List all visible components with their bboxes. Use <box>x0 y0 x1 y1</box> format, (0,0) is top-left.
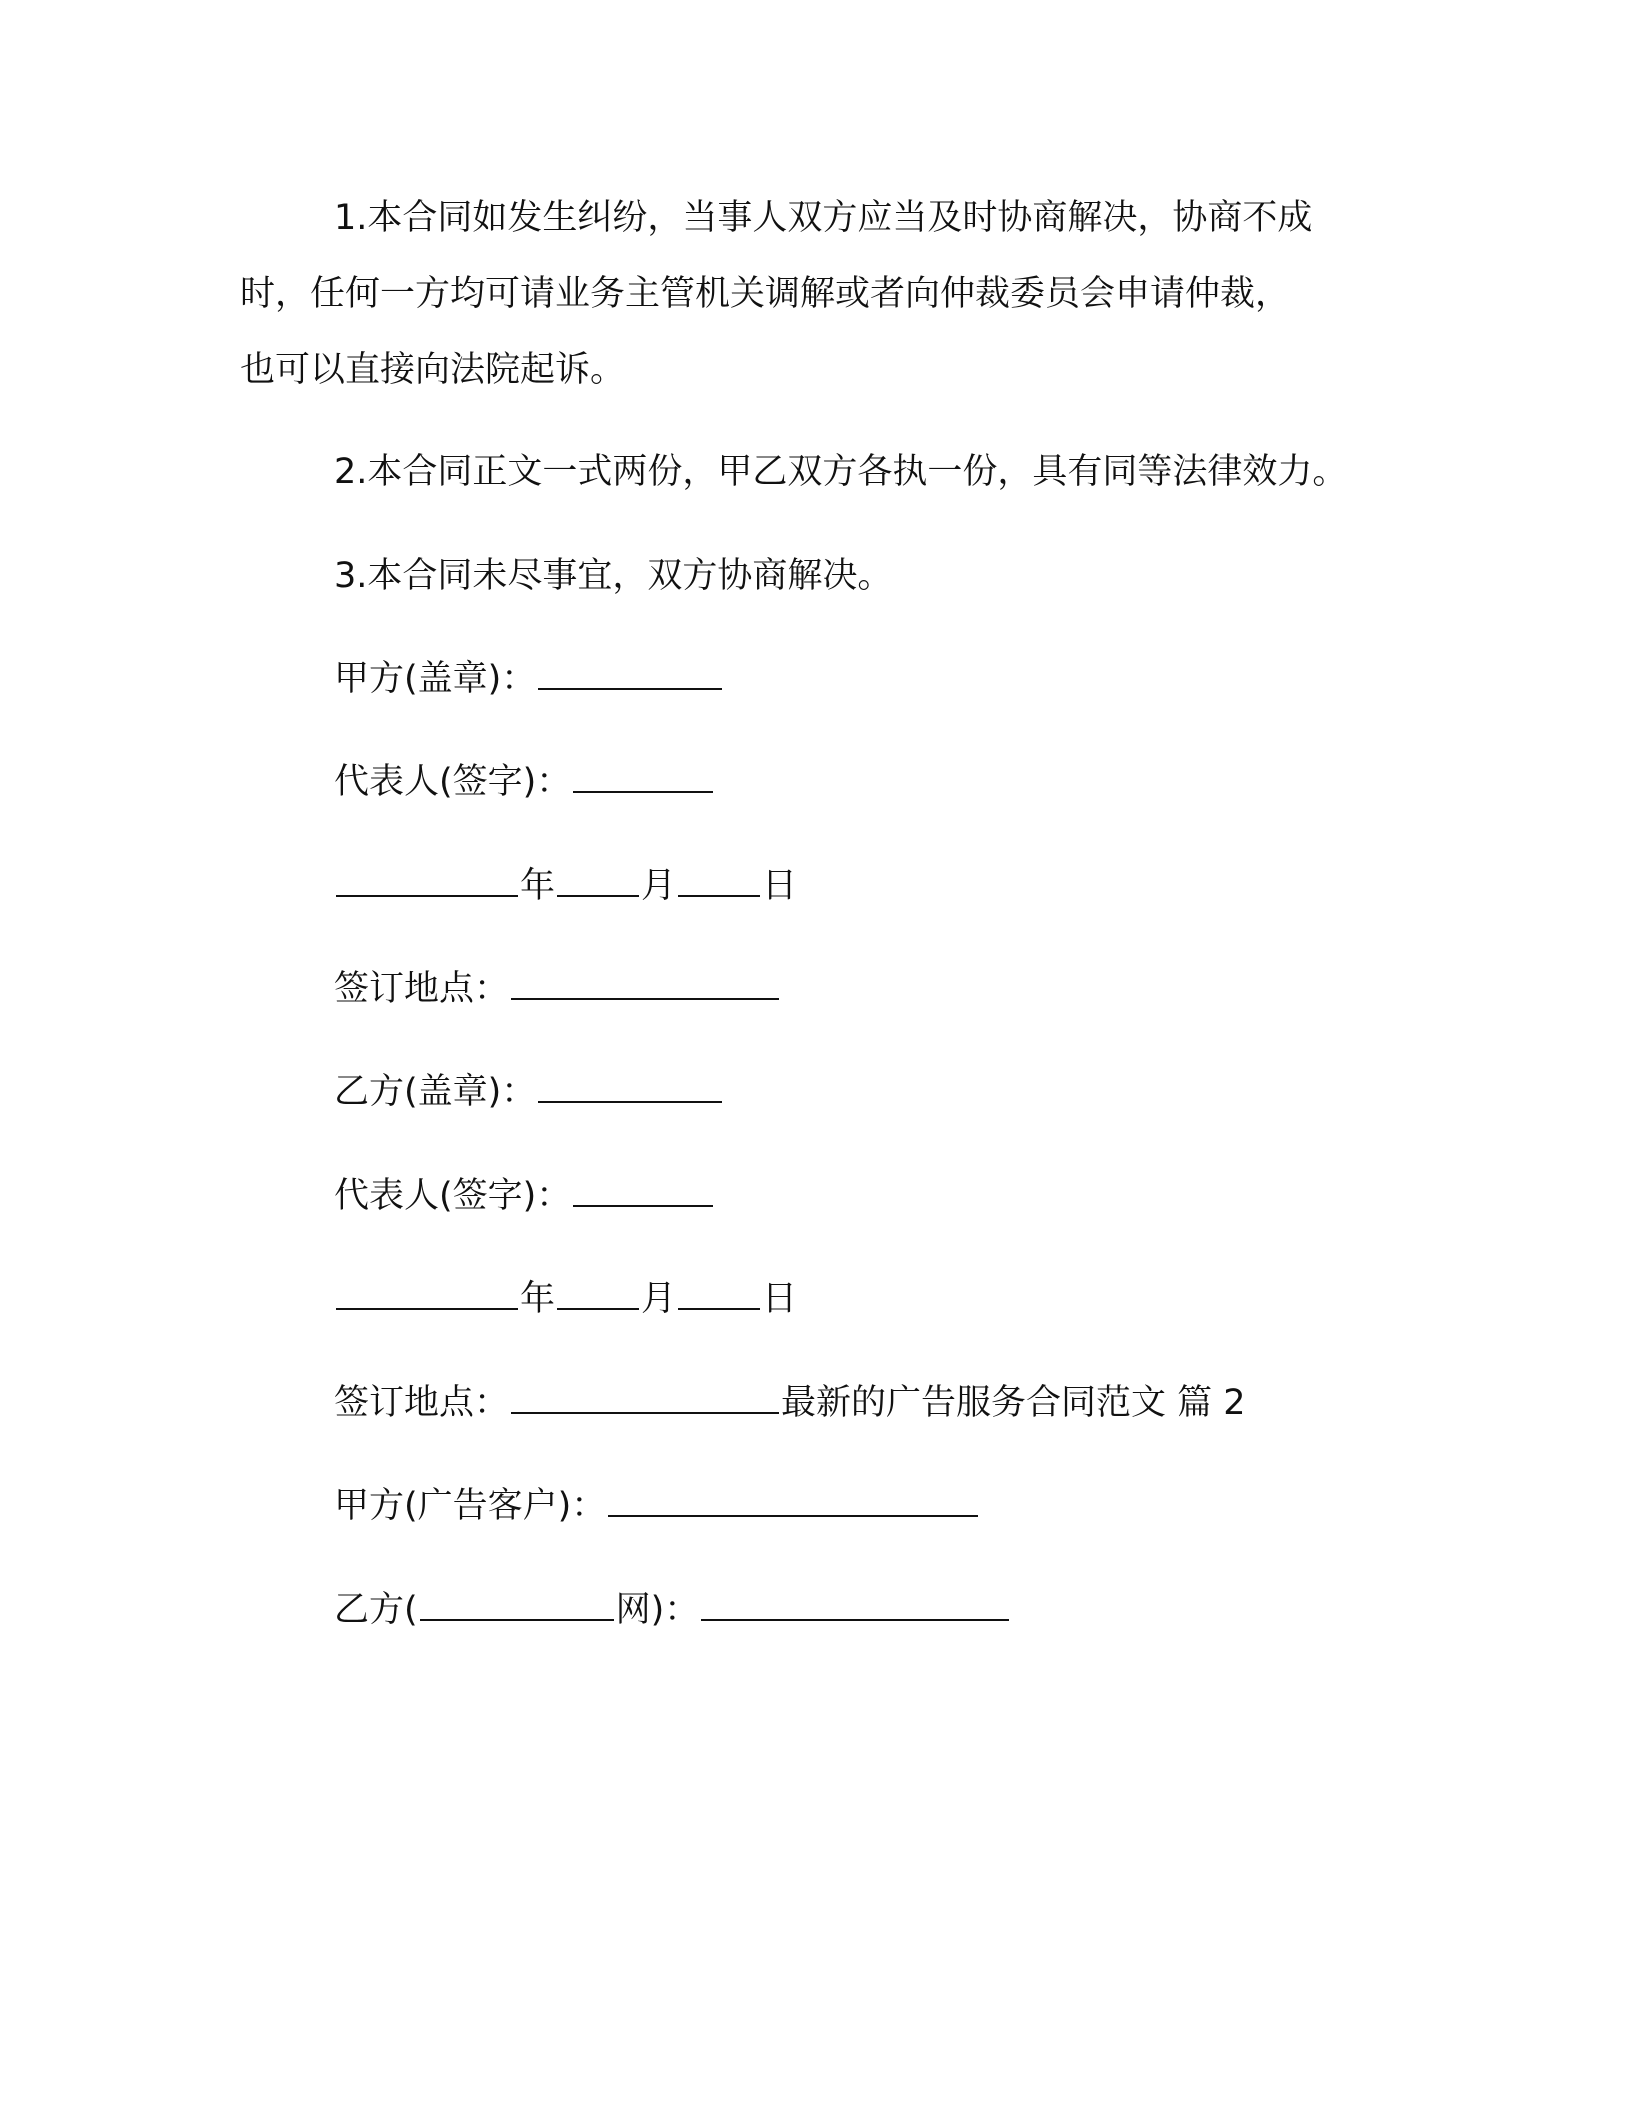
party-a-rep-blank[interactable] <box>573 761 713 793</box>
section2-party-a-label: 甲方(广告客户)： <box>334 1486 607 1526</box>
clause-1-line-3: 也可以直接向法院起诉。 <box>240 350 626 390</box>
party-a-place-label: 签订地点： <box>334 969 510 1009</box>
section2-party-b-site-blank[interactable] <box>420 1589 614 1621</box>
party-a-month-label: 月 <box>641 866 677 906</box>
party-b-month-blank[interactable] <box>557 1278 639 1310</box>
party-b-place-row <box>334 1381 1246 1425</box>
party-a-rep-label: 代表人(签字)： <box>334 762 572 802</box>
party-b-date-row <box>334 1277 797 1321</box>
party-b-place-blank[interactable] <box>511 1382 779 1414</box>
next-section-title: 最新的广告服务合同范文 篇 2 <box>781 1383 1246 1423</box>
party-b-year-blank[interactable] <box>336 1278 518 1310</box>
section2-party-b-blank[interactable] <box>701 1589 1009 1621</box>
party-a-seal-blank[interactable] <box>538 658 722 690</box>
clause-1-line-1: 1.本合同如发生纠纷，当事人双方应当及时协商解决，协商不成 <box>334 198 1313 238</box>
party-b-place-label: 签订地点： <box>334 1383 510 1423</box>
party-a-day-label: 日 <box>762 866 798 906</box>
party-a-month-blank[interactable] <box>557 865 639 897</box>
party-a-year-label: 年 <box>520 866 556 906</box>
party-b-rep-blank[interactable] <box>573 1175 713 1207</box>
section2-party-a-blank[interactable] <box>608 1485 978 1517</box>
party-b-day-blank[interactable] <box>678 1278 760 1310</box>
party-b-year-label: 年 <box>520 1279 556 1319</box>
party-a-day-blank[interactable] <box>678 865 760 897</box>
section2-party-b-row <box>334 1588 1011 1632</box>
party-b-seal-row <box>334 1070 724 1114</box>
party-a-seal-row <box>334 657 724 701</box>
party-b-rep-row <box>334 1174 715 1218</box>
section2-party-b-suffix: 网)： <box>615 1590 700 1630</box>
party-a-place-blank[interactable] <box>511 968 779 1000</box>
party-b-seal-blank[interactable] <box>538 1071 722 1103</box>
clause-3: 3.本合同未尽事宜，双方协商解决。 <box>334 556 893 596</box>
party-a-seal-label: 甲方(盖章)： <box>334 659 537 699</box>
section2-party-b-prefix: 乙方( <box>334 1590 418 1630</box>
party-a-date-row <box>334 864 797 908</box>
party-a-year-blank[interactable] <box>336 865 518 897</box>
clause-1-line-2: 时，任何一方均可请业务主管机关调解或者向仲裁委员会申请仲裁， <box>240 274 1291 314</box>
party-b-rep-label: 代表人(签字)： <box>334 1176 572 1216</box>
party-b-month-label: 月 <box>641 1279 677 1319</box>
party-b-seal-label: 乙方(盖章)： <box>334 1072 537 1112</box>
party-a-place-row <box>334 967 781 1011</box>
party-a-rep-row <box>334 760 715 804</box>
party-b-day-label: 日 <box>762 1279 798 1319</box>
clause-2: 2.本合同正文一式两份，甲乙双方各执一份，具有同等法律效力。 <box>334 452 1348 492</box>
section2-party-a-row <box>334 1484 980 1528</box>
